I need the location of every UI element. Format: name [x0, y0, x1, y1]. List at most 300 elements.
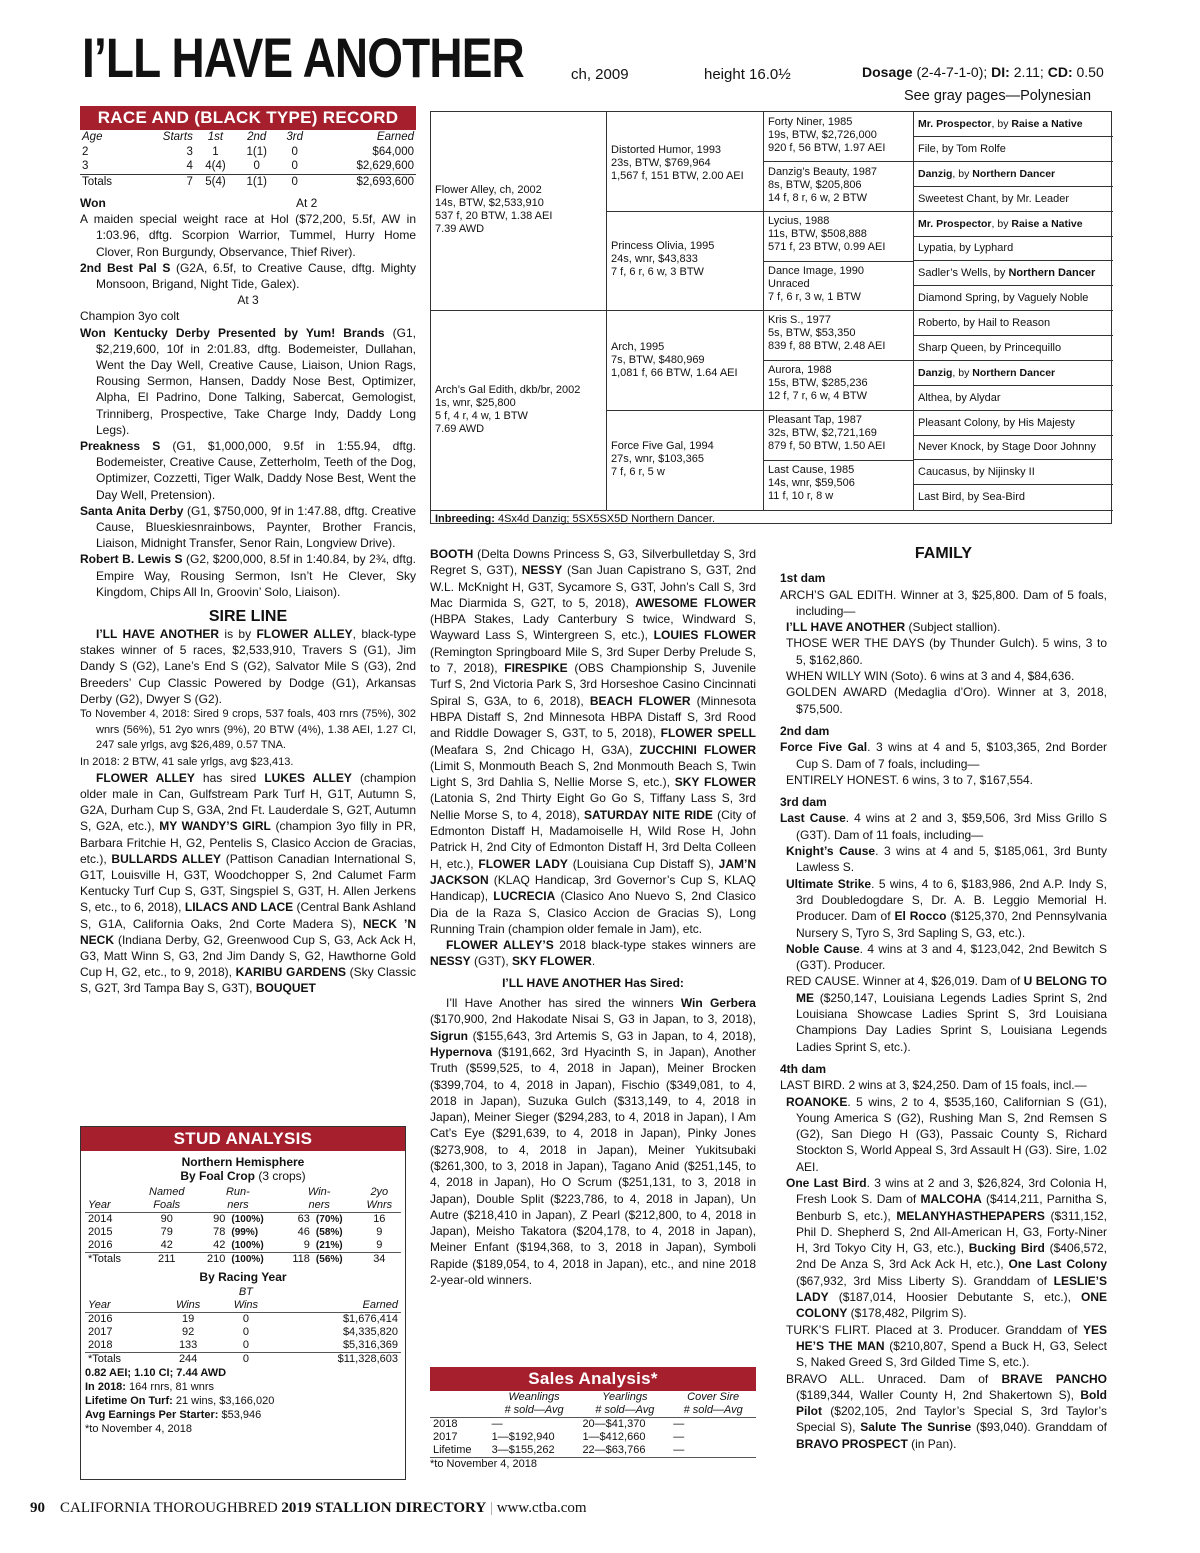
offspring: THOSE WER THE DAYS (by Thunder Gulch). 5 wins, 3 to 5, $162,860.	[786, 636, 1107, 667]
offspring: GOLDEN AWARD (Medaglia d’Oro). Winner at 3, 2018, $75,500.	[786, 685, 1107, 716]
gen4-ancestor	[914, 361, 1113, 386]
col-head: Win-	[307, 1186, 331, 1198]
cell: 0	[242, 1313, 249, 1325]
horse-name: LESLIE’S LADY	[796, 1273, 1107, 1305]
col-head: Earned	[362, 1299, 398, 1311]
sales-footnote: *to November 4, 2018	[430, 1458, 538, 1470]
text: BRAVO ALL. Unraced. Dam of	[786, 1371, 1002, 1386]
table-row	[430, 1418, 756, 1432]
gen3-ancestor: Kris S., 1977 5s, BTW, $53,350 839 f, 88 BTW, 2.48 AEI	[768, 314, 886, 352]
text: .	[591, 954, 596, 969]
ancestor-name: Pleasant Colony, by His Majesty	[918, 416, 1075, 429]
text: , black-type stakes winner of 5 races, $2,533,910, Travers S (G1), Jim Dandy S (G2), Lane’s End S (G2), Salvator Mile S (G3), 2nd Breeders’ Cup Classic Powered by Dodge (G1), Arkansas Derby (G2), Dwyer S (G2).	[80, 627, 417, 706]
col-head: Wnrs	[366, 1199, 393, 1211]
cell: 1—$412,660	[582, 1431, 646, 1443]
ancestor-by: , by	[952, 167, 973, 180]
horse-name: FLOWER LADY	[478, 856, 568, 871]
text: (champion 3yo filly in PR, Barbara Fritchie H, G2, Pentelis S, Clasico Accion de Gracias, etc.),	[80, 819, 417, 866]
text: is by	[219, 627, 257, 642]
horse-name: Ultimate Strike	[786, 876, 872, 891]
horse-name: SKY FLOWER	[512, 954, 592, 969]
sales-analysis-header: Sales Analysis*	[430, 1367, 756, 1391]
col-age: Age	[82, 131, 103, 143]
table-row	[80, 159, 416, 174]
horse-name: KARIBU GARDENS	[235, 965, 346, 980]
horse-name: U BELONG TO ME	[796, 974, 1107, 1005]
cell: 2018	[88, 1339, 113, 1351]
gen4-ancestor	[914, 386, 1113, 411]
height: height 16.0½	[704, 66, 791, 83]
gen3-ancestor: Forty Niner, 1985 19s, BTW, $2,726,000 920 f, 56 BTW, 1.97 AEI	[768, 116, 886, 154]
ancestor-name: Last Bird, by Sea-Bird	[918, 491, 1025, 504]
horse-name: Sigrun	[430, 1028, 468, 1043]
cell: 3	[186, 145, 193, 158]
text: ($202,105, 2nd Taylor’s Special S, 3rd Taylor’s Special S),	[796, 1404, 1107, 1435]
cell: (58%)	[315, 1227, 343, 1238]
crops-count: (3 crops)	[254, 1169, 306, 1183]
col-head: Wins	[175, 1299, 201, 1311]
col-head: BT	[238, 1286, 253, 1298]
cell: 19	[182, 1313, 195, 1325]
ancestor-name: Mr. Prospector	[918, 118, 992, 130]
horse-name: FLOWER SPELL	[660, 726, 756, 741]
inbreeding-line	[431, 511, 1113, 528]
gen3-ancestor: Pleasant Tap, 1987 32s, BTW, $2,721,169 879 f, 50 BTW, 1.50 AEI	[768, 414, 886, 452]
cell: 0	[253, 160, 260, 172]
family-column	[780, 546, 1107, 1452]
ancestor-name: Sharp Queen, by Princequillo	[918, 341, 1062, 354]
second-dam-label: 2nd dam	[780, 723, 830, 738]
ancestor-name: Danzig	[918, 167, 953, 180]
col-head: Wins	[233, 1299, 259, 1311]
horse-name: ROANOKE	[786, 1094, 848, 1109]
cell: —	[673, 1418, 685, 1430]
directory-name: 2019 STALLION DIRECTORY	[281, 1500, 487, 1516]
cell: 0	[291, 160, 298, 172]
cell: $64,000	[372, 145, 414, 158]
maiden-win: A maiden special weight race at Hol ($72,200, 5.5f, AW in 1:03.96, dftg. Scorpion Warrior, Tummel, Hurry Home Clover, Ron Burgundy, Observance, Thief River).	[80, 212, 416, 259]
col-head	[85, 1286, 159, 1299]
text: . 5 wins, 2 to 4, $535,160, Californian S (G1), Young America S (G2), Rushing Man S, 2nd Remsen S (G2), San Diego H (G3), Passaic County S, Richard Stockton S, World Appeal S, 3rd Assault H (G3). Sire, 1.02 AEI.	[796, 1094, 1107, 1174]
text: ($189,344, Waller County H, 2nd Shakertown S),	[796, 1387, 1081, 1402]
text: (Indiana Derby, G2, Greenwood Cup S, G3, Ack Ack H, G3, Matt Winn S, G3, 2nd Jim Dandy S, G2, Hawthorne Gold Cup H, G2, etc., to 9, 2018),	[80, 932, 416, 980]
table-row	[430, 1431, 756, 1444]
race-name: Won Kentucky Derby Presented by Yum! Brands	[80, 325, 385, 340]
ancestor-sire: Raise a Native	[1011, 118, 1083, 130]
cell: $1,676,414	[342, 1313, 398, 1325]
dosage-value: (2-4-7-1-0);	[916, 64, 988, 80]
race-name: Santa Anita Derby	[80, 503, 184, 518]
cell: 1—$192,940	[491, 1431, 555, 1443]
ancestor-by: , by	[991, 217, 1012, 230]
cell: Lifetime	[433, 1444, 472, 1456]
gray-pages-note: See gray pages—Polynesian	[904, 88, 1092, 104]
col-head: Run-	[225, 1186, 250, 1198]
offspring	[780, 1094, 1107, 1175]
cell: 46	[297, 1226, 310, 1238]
horse-name: Win Gerbera	[680, 996, 756, 1011]
hemisphere-label: Northern Hemisphere	[181, 1155, 305, 1169]
cell: 0	[242, 1339, 249, 1351]
text: (Subject stallion).	[905, 620, 1001, 635]
derby-entry	[80, 325, 416, 438]
race-name: 2nd Best Pal S	[80, 260, 171, 275]
cell: 78	[213, 1226, 226, 1238]
sire-progeny	[80, 770, 416, 997]
cell: 9	[376, 1226, 383, 1238]
cd-value: 0.50	[1076, 64, 1104, 80]
label: Lifetime On Turf:	[85, 1395, 173, 1407]
footer-separator: |	[489, 1500, 493, 1516]
cell: (100%)	[231, 1240, 264, 1251]
race-detail: (G2A, 6.5f, to Creative Cause, dftg. Mighty Monsoon, Brigand, Night Tide, Galex).	[96, 260, 416, 292]
text: has sired	[194, 770, 265, 785]
col-head: 2yo	[370, 1186, 389, 1198]
text: (Latonia S, 2nd Thirty Eight Go Go S, Tiffany Lass S, 3rd Nellie Morse S, to 4, 2018),	[430, 791, 756, 822]
text: 2018 black-type stakes winners are	[553, 938, 756, 953]
col-head	[159, 1286, 217, 1299]
text: ($155,643, 3rd Artemis S, G3 in Japan, to 4, 2018),	[468, 1028, 756, 1043]
cell: 210	[207, 1253, 226, 1265]
cell: $5,316,369	[342, 1339, 398, 1351]
text: ($250,147, Louisiana Legends Ladies Sprint S, 2nd Louisiana Showcase Ladies Sprint S, 3rd Louisiana Champions Day Ladies Sprint S, Louisiana Legends Ladies Sprint S, etc.).	[796, 990, 1107, 1054]
cell: —	[673, 1444, 685, 1456]
footer-url[interactable]: www.ctba.com	[496, 1500, 587, 1516]
cell: 1	[212, 145, 219, 158]
santa-anita-entry	[80, 503, 416, 552]
col-head: ners	[227, 1199, 249, 1211]
gen4-ancestor	[914, 187, 1113, 212]
value: 164 rnrs, 81 wnrs	[125, 1381, 215, 1393]
di-label: DI:	[991, 64, 1010, 80]
horse-name: Salute The Sunrise	[860, 1420, 972, 1435]
stud-analysis-box	[80, 1126, 406, 1480]
offspring	[780, 1322, 1107, 1371]
maternal-granddam: Force Five Gal, 1994 27s, wnr, $103,365 7 f, 6 r, 5 w	[611, 440, 714, 478]
col-1st: 1st	[207, 131, 224, 143]
cell: 9	[303, 1239, 310, 1251]
text: (Minnesota HBPA Distaff S, 2nd Minnesota HBPA Distaff S, 3rd Rood and Riddle Dowager S, G3T, to 5, 2018),	[430, 693, 756, 741]
third-dam-label: 3rd dam	[780, 795, 827, 810]
sales-analysis-box	[430, 1367, 756, 1471]
offspring	[780, 876, 1107, 941]
gen4-ancestor	[914, 336, 1113, 361]
table-row	[85, 1226, 401, 1239]
gen4-ancestor	[914, 236, 1113, 261]
cell: 2016	[88, 1239, 113, 1251]
table-row	[80, 174, 416, 189]
col-head: Foals	[153, 1199, 181, 1211]
in-2018-line	[85, 1380, 401, 1394]
text: (Meafara S, 2nd Chicago H, G3A),	[430, 742, 640, 757]
offspring: WHEN WILLY WIN (Soto). 6 wins at 3 and 4, $84,636.	[786, 669, 1075, 684]
cell: (100%)	[231, 1214, 264, 1225]
race-detail: (G1, $2,219,600, 10f in 2:01.83, dftg. Bodemeister, Dullahan, Went the Day Well, Creative Cause, Liaison, Union Rags, Rousing Sermon, Hansen, Daddy Nose Best, Optimizer, Alpha, El Padrino, Done Talking, Sabercat, Gemologist, Trinniberg, Prospective, Take Charge Indy, Daddy Long Legs).	[96, 325, 416, 437]
cell: —	[491, 1418, 503, 1430]
cell: 4(4)	[205, 160, 226, 172]
col-head: # sold—Avg	[683, 1404, 743, 1416]
cell: (100%)	[231, 1254, 264, 1265]
horse-name: NESSY	[521, 563, 563, 578]
champion-label: Champion 3yo colt	[80, 309, 180, 324]
cell: 9	[376, 1239, 383, 1251]
offspring	[780, 941, 1107, 974]
table-row	[85, 1326, 401, 1339]
ancestor-name: Mr. Prospector	[918, 217, 992, 230]
value: $53,946	[218, 1409, 262, 1421]
cell: 3	[82, 160, 89, 172]
cell: 2018	[433, 1418, 458, 1430]
horse-name: FLOWER ALLEY	[256, 627, 353, 642]
cell: 2014	[88, 1213, 113, 1225]
race-detail: (G1, $750,000, 9f in 1:47.88, dftg. Creative Cause, Blueskiesnrainbows, Paynter, Brother Francis, Liaison, Midnight Transfer, Senor Rain, Longview Drive).	[96, 503, 416, 551]
horse-name: FIRESPIKE	[504, 661, 568, 676]
horse-name: MALCOHA	[920, 1192, 982, 1207]
horse-name: JAM’N JACKSON	[430, 856, 756, 887]
cell: 92	[182, 1326, 195, 1338]
horse-name: I’LL HAVE ANOTHER	[96, 627, 220, 642]
horse-name: YES HE’S THE MAN	[796, 1322, 1107, 1353]
race-detail: (G1, $1,000,000, 9.5f in 1:55.94, dftg. Bodemeister, Creative Cause, Zetterholm, Teeth of the Dog, Optimizer, Cozzetti, Tiger Walk, Daddy Nose Best, Went the Day Well, Pretension).	[96, 439, 416, 502]
sire-paragraph	[80, 626, 416, 707]
dam-cell: Arch’s Gal Edith, dkb/br, 2002 1s, wnr, $25,800 5 f, 4 r, 4 w, 1 BTW 7.69 AWD	[435, 384, 581, 435]
horse-name: LOUIES FLOWER	[653, 628, 757, 643]
cell: (70%)	[315, 1214, 343, 1225]
text: . 3 wins at 2 and 3, $26,824, 3rd Colonia H, Fresh Look S. Dam of	[796, 1175, 1108, 1207]
cell: 133	[178, 1339, 198, 1351]
third-dam	[780, 810, 1107, 843]
gen4-ancestor	[914, 112, 1113, 137]
gen3-ancestor: Last Cause, 1985 14s, wnr, $59,506 11 f, 10 r, 8 w	[768, 464, 855, 502]
race-record-header: RACE AND (BLACK TYPE) RECORD	[80, 106, 416, 130]
left-column	[80, 106, 416, 997]
lewis-entry	[80, 551, 416, 600]
gen4-ancestor	[914, 286, 1113, 311]
ancestor-name: Sweetest Chant, by Mr. Leader	[918, 192, 1070, 205]
progeny-continued	[430, 546, 756, 937]
col-head: Year	[88, 1299, 111, 1311]
cell: 20—$41,370	[582, 1418, 646, 1430]
cell: 2	[82, 145, 89, 158]
horse-name: NECK ’N NECK	[80, 916, 416, 947]
cell: *Totals	[88, 1253, 122, 1265]
text: (Sky Classic S, G2T, 3rd Tampa Bay S, G3T),	[80, 965, 416, 996]
ancestor-name: Never Knock, by Stage Door Johnny	[918, 441, 1096, 454]
gen4-ancestor	[914, 137, 1113, 162]
cell: 1(1)	[246, 145, 267, 158]
cell: $2,693,600	[356, 175, 414, 188]
horse-name: FLOWER ALLEY	[96, 770, 195, 785]
cell: 2015	[88, 1226, 113, 1238]
ancestor-name: Lypatia, by Lyphard	[918, 242, 1014, 255]
cell: 244	[178, 1353, 198, 1365]
gen4-ancestor	[914, 485, 1113, 510]
turf-line	[85, 1394, 401, 1408]
gen3-ancestor: Danzig’s Beauty, 1987 8s, BTW, $205,806 14 f, 8 r, 6 w, 2 BTW	[768, 166, 878, 204]
text: ($191,662, 3rd Hyacinth S, in Japan), Another Truth ($599,525, to 4, 2018 in Japan), Meiner Brocken ($399,704, to 4, 2018 in Japan), Fischio ($349,081, to 4, 2018 in Japan), Suzuka Gulch ($313,149, to 4, 2018 in Japan), Meiner Sieger ($294,283, to 4, 2018 in Japan), I Am Cat’s Eye ($291,639, to 4, 2018 in Japan), Pinky Jones ($273,908, to 4, 2018 in Japan), Meiner Yukitsubaki ($261,300, to 3, 2018 in Japan), Tagano Anid ($251,145, to 4, 2018 in Japan), Ho O Scrum ($251,131, to 3, 2018 in Japan), Double Split ($223,786, to 4, 2018 in Japan), Un Autre ($218,410 in Japan), Z Pearl ($212,800, to 4, 2018 in Japan), Meisho Takatora ($204,178, to 4, 2018 in Japan), Meiner Enfant ($194,368, to 3, 2018 in Japan), Symboli Rapide ($189,054, to 4, 2018 in Japan), etc., and nine 2018 2-year-old winners.	[430, 1044, 756, 1288]
cell: 2017	[88, 1326, 113, 1338]
cell: *Totals	[88, 1353, 122, 1365]
table-row	[85, 1253, 401, 1267]
text: ($187,014, Hoosier Debutante S, etc.),	[828, 1290, 1081, 1305]
horse-name: SKY FLOWER	[674, 775, 756, 790]
text: (Delta Downs Princess S, G3, Silverbulletday S, 3rd Regret S, G3T),	[430, 547, 756, 578]
pedigree-chart	[430, 111, 1112, 524]
table-row	[85, 1339, 401, 1353]
text: I’ll Have Another has sired the winners	[446, 996, 681, 1011]
race-name: Preakness S	[80, 439, 161, 454]
sire-line-title: SIRE LINE	[208, 608, 288, 626]
2018-winners	[430, 937, 756, 970]
stud-footnote: *to November 4, 2018	[85, 1423, 193, 1435]
text: . 3 wins at 4 and 5, $185,061, 3rd Bunty Lawless S.	[796, 844, 1107, 875]
middle-column	[430, 546, 756, 1288]
text: . 4 wins at 3 and 4, $123,042, 2nd Bewitch S (G3T). Producer.	[796, 941, 1107, 973]
col-head: Year	[88, 1199, 111, 1211]
cell: $2,629,600	[356, 160, 414, 172]
ancestor-sire: Raise a Native	[1011, 217, 1083, 230]
horse-name: NESSY	[430, 954, 471, 969]
page-footer	[30, 1500, 587, 1517]
sire-2018: In 2018: 2 BTW, 41 sale yrlgs, avg $23,413.	[80, 755, 294, 768]
first-dam: ARCH’S GAL EDITH. Winner at 3, $25,800. Dam of 5 foals, including—	[780, 587, 1107, 618]
text: ($178,482, Pilgrim S).	[847, 1306, 967, 1321]
horse-name: ONE COLONY	[796, 1290, 1107, 1321]
gen3-ancestor: Dance Image, 1990 Unraced 7 f, 6 r, 3 w, 1 BTW	[768, 265, 865, 303]
cell: 118	[292, 1253, 310, 1265]
cell: 90	[213, 1213, 226, 1225]
racing-year-table	[85, 1286, 401, 1366]
horse-name: One Last Colony	[1008, 1257, 1108, 1272]
col-head: ners	[308, 1199, 330, 1211]
col-head: # sold—Avg	[504, 1404, 564, 1416]
stud-analysis-header: STUD ANALYSIS	[81, 1127, 405, 1151]
horse-name: SATURDAY NITE RIDE	[584, 807, 713, 822]
cell: 0	[291, 175, 298, 188]
text: (Pattison Canadian International S, G1T, Louisville H, G3T, Woodchopper S, 2nd Calumet Farm Kentucky Turf Cup S, G3T, Singspiel S, G3T, H. Allen Jerkens S, etc., to 6, 2018),	[80, 851, 417, 915]
table-row	[85, 1213, 401, 1227]
aei-line: 0.82 AEI; 1.10 CI; 7.44 AWD	[85, 1367, 227, 1379]
has-sired-title: I’LL HAVE ANOTHER Has Sired:	[502, 975, 684, 990]
ancestor-sire: Northern Dancer	[1008, 267, 1096, 280]
horse-name: MELANYHASTHEPAPERS	[896, 1208, 1045, 1223]
cd-label: CD:	[1047, 64, 1073, 80]
cell: (56%)	[315, 1254, 343, 1265]
ancestor-sire: Northern Dancer	[972, 167, 1056, 180]
gen3-ancestor: Lycius, 1988 11s, BTW, $508,888 571 f, 23 BTW, 0.99 AEI	[768, 215, 886, 253]
horse-name: One Last Bird	[786, 1175, 867, 1190]
ancestor-name: File, by Tom Rolfe	[918, 142, 1006, 155]
at2-label: At 2	[296, 196, 318, 210]
text: . 3 wins at 4 and 5, $103,365, 2nd Border Cup S. Dam of 7 foals, including—	[796, 740, 1107, 771]
cell: —	[673, 1431, 685, 1443]
horse-name: Hypernova	[430, 1044, 493, 1059]
cell: 42	[160, 1239, 173, 1251]
horse-name: BOUQUET	[255, 981, 316, 996]
text: (G3T),	[470, 954, 513, 969]
ancestor-name: Diamond Spring, by Vaguely Noble	[918, 292, 1089, 305]
col-head: # sold—Avg	[595, 1404, 655, 1416]
text: (KLAQ Handicap, 3rd Governor’s Cup S, KLAQ Handicap),	[430, 872, 756, 904]
horse-name: LUKES ALLEY	[264, 770, 352, 785]
horse-name: LILACS AND LACE	[184, 900, 294, 915]
stallion-name: I’LL HAVE ANOTHER	[82, 26, 524, 89]
col-starts: Starts	[162, 131, 193, 143]
cell: (99%)	[231, 1227, 259, 1238]
dosage-line	[862, 64, 1104, 80]
offspring	[780, 1175, 1107, 1322]
ancestor-name: Danzig	[918, 366, 953, 379]
foal-crop-table	[85, 1186, 401, 1266]
col-head: Weanlings	[508, 1391, 560, 1403]
horse-name: BULLARDS ALLEY	[111, 851, 222, 866]
offspring	[780, 843, 1107, 876]
text: (City of Edmonton Distaff H, Madamoiselle H, Wild Rose H, John Patrick H, 2nd City of Edmonton Distaff H, 3rd Delta Colleen H, etc.),	[430, 807, 757, 871]
table-row	[85, 1239, 401, 1253]
race-record-table	[80, 130, 416, 189]
foal-crop-label: By Foal Crop	[180, 1169, 255, 1183]
text: (in Pan).	[907, 1436, 957, 1451]
gen4-ancestor	[914, 261, 1113, 286]
ancestor-by: , by	[991, 118, 1012, 130]
cell: 42	[213, 1239, 226, 1251]
cell: Totals	[82, 175, 113, 188]
text: ($93,040). Granddam of	[971, 1420, 1108, 1435]
ancestor-by: , by	[952, 366, 973, 379]
col-head	[275, 1286, 401, 1299]
col-head: Yearlings	[602, 1391, 648, 1403]
dosage-label: Dosage	[862, 64, 913, 80]
horse-name: ZUCCHINI FLOWER	[639, 742, 756, 757]
inbreeding-value: 4Sx4d Danzig; 5SX5SX5D Northern Dancer.	[494, 513, 716, 525]
text: (Central Bank Ashland S, G1A, California Oaks, 2nd Corte Madera S),	[80, 900, 416, 931]
cell: 4	[186, 160, 193, 172]
col-head: Named	[149, 1186, 185, 1198]
text: (champion older male in Can, Gulfstream Park Turf H, G1T, Autumn S, G2A, Durham Cup S, G3A, 2nd Ft. Lauderdale S, G2T, Autumn S, G2A, etc.),	[80, 770, 416, 834]
race-detail: (G2, $200,000, 8.5f in 1:40.84, by 2¾, dftg. Empire Way, Rousing Sermon, Isn’t He Clever, Sky Kingdom, Chips All In, Groovin’ Solo, Liaison).	[96, 552, 416, 599]
text: (Limit S, Monmouth Beach S, 2nd Monmouth Beach S, Twin Light S, 3rd Dahlia S, Nellie Morse S, etc.),	[430, 758, 756, 790]
cell: 16	[373, 1213, 386, 1225]
cell: 90	[160, 1213, 173, 1225]
racing-year-title: By Racing Year	[199, 1270, 287, 1284]
horse-name: Bold Pilot	[796, 1387, 1107, 1419]
cell: 63	[297, 1213, 310, 1225]
text: (San Juan Capistrano S, G3T, 2nd W.L. McKnight H, G3T, Sycamore S, G3T, John’s Call S, 3rd Mac Diarmida S, G2T, to 5, 2018),	[430, 563, 756, 610]
color-year: ch, 2009	[571, 66, 629, 83]
text: ($210,807, Spend a Buck H, G3, Select S, Naked Greed S, 3rd Gilded Time S, etc.).	[796, 1338, 1107, 1370]
cell: 79	[160, 1226, 173, 1238]
gen3-ancestor: Aurora, 1988 15s, BTW, $285,236 12 f, 7 r, 6 w, 4 BTW	[768, 364, 868, 402]
avg-earnings-line	[85, 1408, 401, 1422]
first-dam-label: 1st dam	[780, 571, 826, 586]
won-label: Won	[80, 196, 106, 210]
foal-crop-title	[85, 1169, 401, 1183]
text: (Clasico Ano Nuevo S, 2nd Clasico Dia de la Raza S, Clasico Accion de Gracias S), Long Running Train (champion older female in Jam), etc.	[430, 889, 756, 936]
gen4-ancestor	[914, 435, 1113, 460]
value: 21 wins, $3,166,020	[172, 1395, 275, 1407]
horse-name: BRAVO PROSPECT	[796, 1436, 908, 1451]
sire-stats: To November 4, 2018: Sired 9 crops, 537 foals, 403 rnrs (75%), 302 wnrs (56%), 51 2yo wnrs (9%), 20 BTW (4%), 1.38 AEI, 1.27 CI, 247 sale yrlgs, avg $26,489, 0.57 TNA.	[80, 708, 416, 752]
gen4-ancestor	[914, 460, 1113, 485]
col-head: Cover Sire	[687, 1391, 740, 1403]
horse-name: AWESOME FLOWER	[635, 595, 756, 610]
text: (OBS Championship S, Juvenile Turf S, 2nd Victoria Park S, 3rd Horseshoe Casino Cincinnati Spiral S, G3A, to 6, 2018),	[430, 661, 756, 708]
best-pal-entry	[80, 260, 416, 292]
horse-name: El Rocco	[894, 909, 947, 924]
offspring	[780, 619, 1107, 635]
offspring	[780, 1371, 1107, 1452]
horse-name: Noble Cause	[786, 941, 860, 956]
